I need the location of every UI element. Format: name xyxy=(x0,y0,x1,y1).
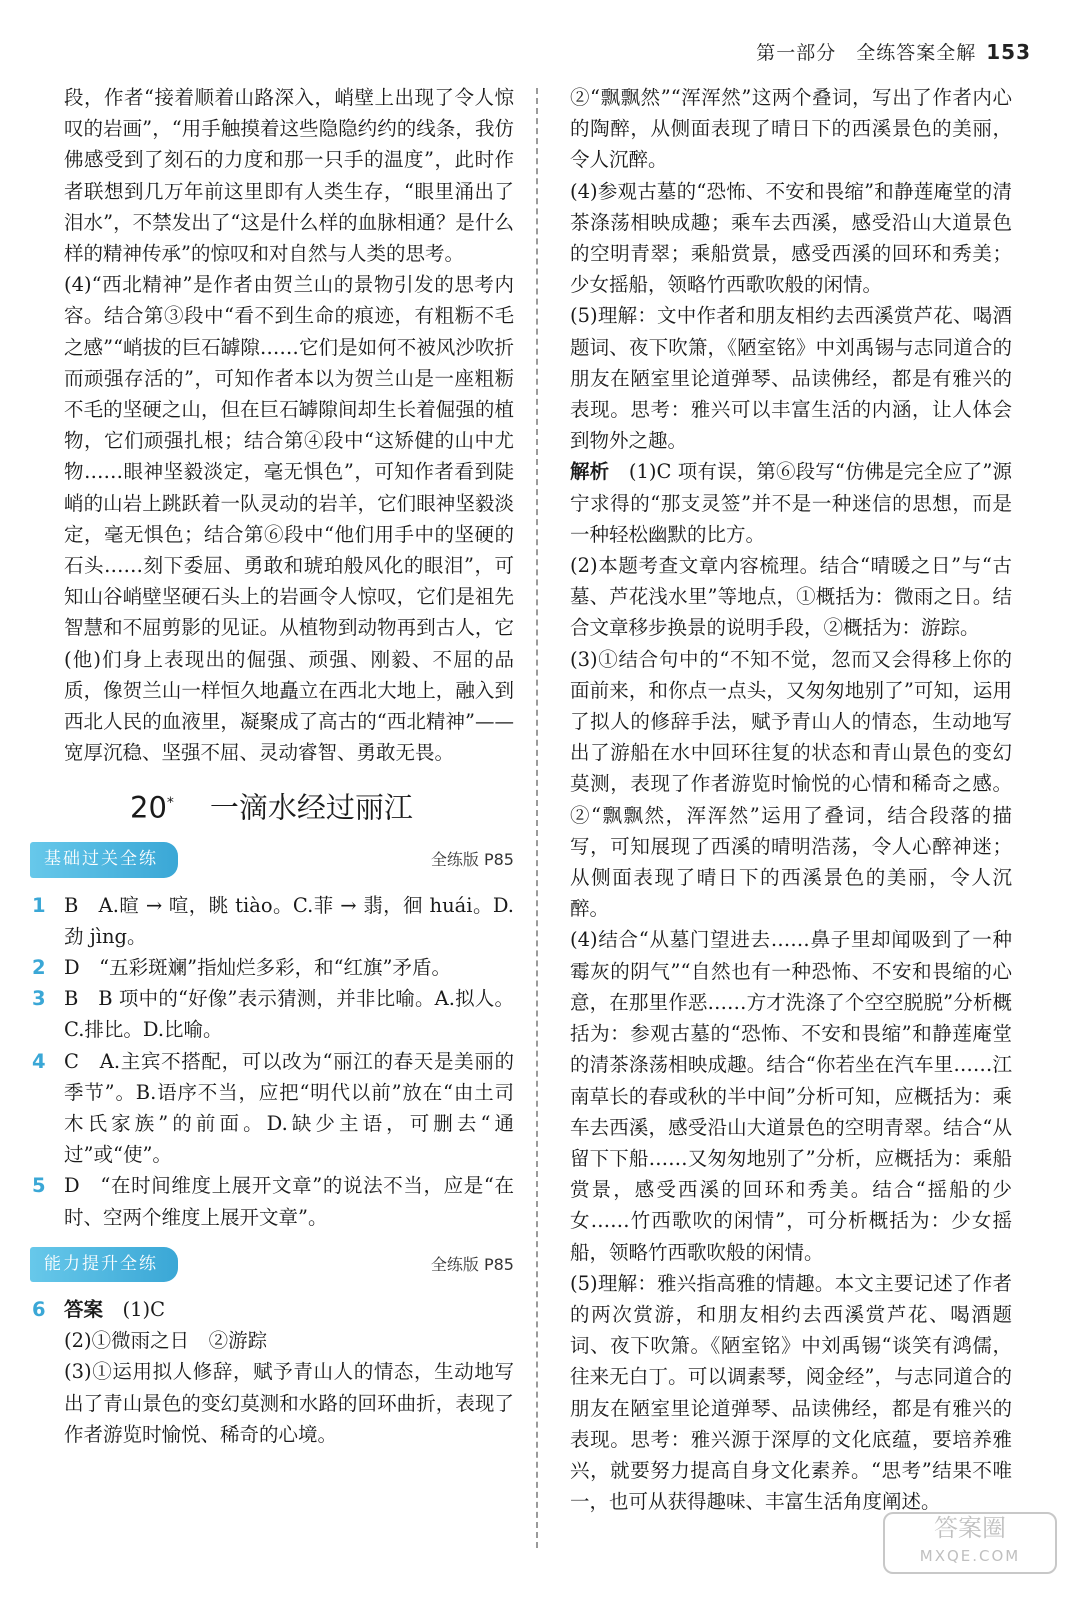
item-number: 5 xyxy=(32,1174,46,1198)
item-text xyxy=(64,1294,514,1325)
answer-item xyxy=(32,952,514,983)
item-text: D “五彩斑斓”指灿烂多彩，和“红旗”矛盾。 xyxy=(64,955,452,979)
answer-line: (3)①运用拟人修辞，赋予青山人的情态，生动地写出了青山景色的变幻莫测和水路的回环曲折，表现了作者游览时愉悦、稀奇的心境。 xyxy=(64,1360,514,1446)
page-reference: 全练版 P85 xyxy=(430,850,514,870)
section-title: 第一部分 全练答案全解 xyxy=(756,42,977,64)
paragraph: (4)参观古墓的“恐怖、不安和畏缩”和静莲庵堂的清茶涤荡相映成趣；乘车去西溪，感受沿山大道景色的空明青翠；乘船赏景，感受西溪的回环和秀美；少女摇船，领略竹西歌吹般的闲情。 xyxy=(570,179,1012,297)
paragraph: (5)理解：雅兴指高雅的情趣。本文主要记述了作者的两次赏游，和朋友相约去西溪赏芦花、喝酒题词、夜下吹箫。《陋室铭》中刘禹锡“谈笑有鸿儒，往来无白丁。可以调素琴，阅金经”，与志同道合的朋友在陋室里论道弹琴、品读佛经，都是有雅兴的表现。思考：雅兴源于深厚的文化底蕴，要培养雅兴，就要努力提高自身文化素养。“思考”结果不唯一，也可从获得趣味、丰富生活角度阐述。 xyxy=(570,1271,1012,1514)
answer-line: (2)①微雨之日 ②游踪 xyxy=(64,1329,268,1353)
star-mark: * xyxy=(166,795,174,812)
watermark-site: MXQE.COM xyxy=(919,1547,1021,1565)
answer-item xyxy=(32,1170,514,1232)
section-banner-row xyxy=(30,1247,514,1282)
analysis-first: (1)C 项有误，第⑥段写“仿佛是完全应了”源宁求得的“那支灵签”并不是一种迷信的思想，而是一种轻松幽默的比方。 xyxy=(570,460,1012,546)
watermark-logo xyxy=(883,1512,1057,1574)
paragraph: (4)“西北精神”是作者由贺兰山的景物引发的思考内容。结合第③段中“看不到生命的痕迹，有粗粝不毛之感”“峭拔的巨石罅隙……它们是如何不被风沙吹折而顽强存活的”，可知作者本以为贺兰山是一座粗粝不毛的坚硬之山，但在巨石罅隙间却生长着倔强的植物，它们顽强扎根；结合第④段中“这矫健的山中尤物……眼神坚毅淡定，毫无惧色”，可知作者看到陡峭的山岩上跳跃着一队灵动的岩羊，它们眼神坚毅淡定，毫无惧色；结合第⑥段中“他们用手中的坚硬的石头……刻下委屈、勇敢和琥珀般风化的眼泪”，可知山谷峭壁坚硬石头上的岩画令人惊叹，它们是祖先智慧和不屈剪影的见证。从植物到动物再到古人，它(他)们身上表现出的倔强、顽强、刚毅、不屈的品质，像贺兰山一样恒久地矗立在西北大地上，融入到西北人民的血液里，凝聚成了高古的“西北精神”——宽厚沉稳、坚强不屈、灵动睿智、勇敢无畏。 xyxy=(64,273,514,765)
lesson-title xyxy=(64,788,514,824)
analysis-paragraph xyxy=(570,456,1012,550)
paragraph: (3)①结合句中的“不知不觉，忽而又会得移上你的面前来，和你点一点头，又匆匆地别了”可知，运用了拟人的修辞手法，赋予青山人的情态，生动地写出了游船在水中回环往复的状态和青山景色的变幻莫测，表现了作者游览时愉悦的心情和稀奇之感。②“飘飘然，浑浑然”运用了叠词，结合段落的描写，可知展现了西溪的晴明浩荡，令人心醉神迷；从侧面表现了晴日下的西溪景色的美丽，令人沉醉。 xyxy=(570,647,1012,921)
page-reference: 全练版 P85 xyxy=(430,1254,514,1274)
item-text: D “在时间维度上展开文章”的说法不当，应是“在时、空两个维度上展开文章”。 xyxy=(64,1174,514,1229)
answer-item xyxy=(32,983,514,1045)
left-column xyxy=(32,82,514,1450)
column-divider xyxy=(536,88,538,1548)
section-banner-basic: 基础过关全练 xyxy=(30,842,178,877)
paragraph: (4)结合“从墓门望进去……鼻子里却闻吸到了一种霉灰的阴气”“自然也有一种恐怖、不安和畏缩的心意，在那里作恶……方才洗涤了个空空脱脱”分析概括为：参观古墓的“恐怖、不安和畏缩”和静莲庵堂的清茶涤荡相映成趣。结合“你若坐在汽车里……江南草长的春或秋的半中间”分析可知，应概括为：乘车去西溪，感受沿山大道景色的空明青翠。结合“从留下下船……又匆匆地别了”分析，应概括为：乘船赏景，感受西溪的回环和秀美。结合“摇船的少女……竹西歌吹的闲情”，可分析概括为：少女摇船，领略竹西歌吹般的闲情。 xyxy=(570,928,1012,1264)
item-number: 4 xyxy=(32,1049,46,1073)
item-number: 6 xyxy=(32,1297,46,1321)
watermark-text: 答案圈 xyxy=(934,1514,1006,1542)
paragraph: (5)理解：文中作者和朋友相约去西溪赏芦花、喝酒题词、夜下吹箫，《陋室铭》中刘禹锡与志同道合的朋友在陋室里论道弹琴、品读佛经，都是有雅兴的表现。思考：雅兴可以丰富生活的内涵，让人体会到物外之趣。 xyxy=(570,304,1012,453)
section-banner-advanced: 能力提升全练 xyxy=(30,1247,178,1282)
paragraph: (2)本题考查文章内容梳理。结合“晴暖之日”与“古墓、芦花浅水里”等地点，①概括为：微雨之日。结合文章移步换景的说明手段，②概括为：游踪。 xyxy=(570,554,1012,640)
item-text: B A.暄 → 喧，眺 tiào。C.菲 → 翡，徊 huái。D.劲 jìng。 xyxy=(64,893,514,948)
item-text: B B 项中的“好像”表示猜测，并非比喻。A.拟人。C.排比。D.比喻。 xyxy=(64,987,514,1042)
section-banner-row xyxy=(30,842,514,877)
lesson-number: 20 xyxy=(130,791,167,826)
paragraph: 段，作者“接着顺着山路深入，峭壁上出现了令人惊叹的岩画”，“用手触摸着这些隐隐约约的线条，我仿佛感受到了刻石的力度和那一只手的温度”，此时作者联想到几万年前这里即有人类生存，“眼里涌出了泪水”，不禁发出了“这是什么样的血脉相通？是什么样的精神传承”的惊叹和对自然与人类的思考。 xyxy=(64,86,514,266)
answer-label: 答案 xyxy=(64,1297,104,1321)
item-text: C A.主宾不搭配，可以改为“丽江的春天是美丽的季节”。B.语序不当，应把“明代以前”放在“由土司木氏家族”的前面。D.缺少主语，可删去“通过”或“使”。 xyxy=(64,1049,514,1167)
right-column xyxy=(570,82,1012,1517)
item-number: 3 xyxy=(32,987,46,1011)
item-number: 2 xyxy=(32,955,46,979)
answer-item xyxy=(32,1046,514,1171)
paragraph: ②“飘飘然”“浑浑然”这两个叠词，写出了作者内心的陶醉，从侧面表现了晴日下的西溪景色的美丽，令人沉醉。 xyxy=(570,86,1012,172)
page-number: 153 xyxy=(986,40,1031,64)
page-header xyxy=(756,38,1031,65)
answer-first: (1)C xyxy=(103,1297,166,1321)
item-number: 1 xyxy=(32,893,46,917)
answer-item xyxy=(32,890,514,952)
lesson-name: 一滴水经过丽江 xyxy=(209,791,413,826)
answer-item xyxy=(32,1294,514,1450)
analysis-label: 解析 xyxy=(570,460,610,484)
